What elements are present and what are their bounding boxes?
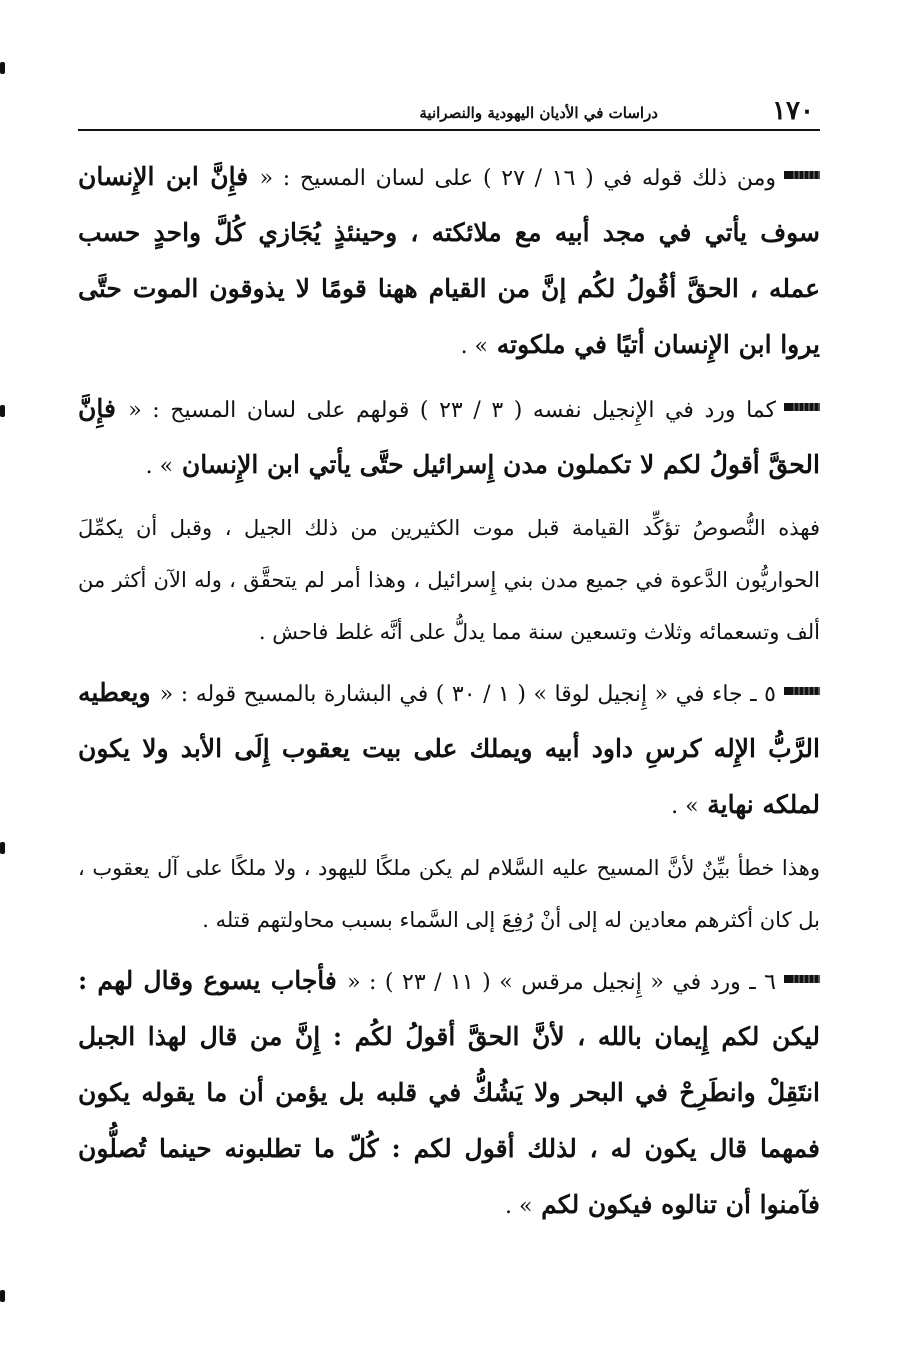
scripture-quote: ويعطيه الرَّبُّ الإِله كرسِ داود أبيه ويملك على بيت يعقوب إِلَى الأبد ولا يكون لملكه نهاية bbox=[78, 678, 820, 819]
header-rule bbox=[78, 129, 820, 131]
scan-edge-mark bbox=[0, 1290, 5, 1302]
paragraph-outro: » . bbox=[504, 1194, 533, 1219]
paragraph-mark-11-23 bbox=[78, 954, 820, 1234]
bullet-ornament-icon bbox=[784, 687, 820, 695]
paragraph-commentary: وهذا خطأ بيِّنٌ لأنَّ المسيح عليه السَّلام لم يكن ملكًا لليهود ، ولا ملكًا على آل يعقوب ، بل كان أكثرهم معادين له إلى أنْ رُفِعَ إلى السَّماء بسبب محاولتهم قتله . bbox=[78, 856, 820, 932]
scripture-quote: فإِنَّ الحقَّ أقولُ لكم لا تكملون مدن إِسرائيل حتَّى يأتي ابن الإِنسان bbox=[78, 394, 820, 479]
page-header bbox=[78, 96, 820, 130]
paragraph-luke-1-30 bbox=[78, 666, 820, 834]
page-body bbox=[78, 150, 820, 1234]
paragraph-intro: كما ورد في الإِنجيل نفسه ( ٣ / ٢٣ ) قولهم على لسان المسيح : « bbox=[128, 398, 776, 423]
running-title: دراسات في الأديان اليهودية والنصرانية bbox=[419, 104, 658, 122]
paragraph-intro: ٦ ـ ورد في « إِنجيل مرقس » ( ١١ / ٢٣ ) : « bbox=[347, 970, 776, 995]
paragraph-outro: » . bbox=[145, 454, 174, 479]
paragraph-matthew-16-27 bbox=[78, 150, 820, 374]
paragraph-outro: » . bbox=[460, 334, 489, 359]
bullet-ornament-icon bbox=[784, 403, 820, 411]
paragraph-intro: ومن ذلك قوله في ( ١٦ / ٢٧ ) على لسان المسيح : « bbox=[259, 166, 776, 191]
bullet-ornament-icon bbox=[784, 171, 820, 179]
paragraph-commentary: فهذه النُّصوصُ تؤكِّد القيامة قبل موت الكثيرين من ذلك الجيل ، وقبل أن يكمِّلَ الحواريُّون الدَّعوة في جميع مدن بني إِسرائيل ، وهذا أمر لم يتحقَّق ، وله الآن أكثر من ألف وتسعمائه وثلاث وتسعين سنة مما يدلُّ على أنَّه غلط فاحش . bbox=[78, 516, 820, 644]
scan-edge-mark bbox=[0, 62, 5, 74]
scan-edge-mark bbox=[0, 405, 5, 417]
paragraph-outro: » . bbox=[671, 794, 699, 819]
scripture-quote: فأجاب يسوع وقال لهم : ليكن لكم إِيمان بالله ، لأنَّ الحقَّ أقولُ لكُم : إِنَّ من قال لهذا الجبل انتَقِلْ وانطَرِحْ في البحر ولا يَشُكُّ في قلبه بل يؤمن أن ما يقوله يكون فمهما قال يكون له ، لذلك أقول لكم : كُلّ ما تطلبونه حينما تُصلُّون فآمنوا أن تنالوه فيكون لكم bbox=[78, 966, 820, 1219]
scan-edge-mark bbox=[0, 842, 5, 854]
scripture-quote: فإِنَّ ابن الإِنسان سوف يأتي في مجد أبيه مع ملائكته ، وحينئذٍ يُجَازي كُلَّ واحدٍ حسب عمله ، الحقَّ أقُولُ لكُم إنَّ من القيام ههنا قومًا لا يذوقون الموت حتَّى يروا ابن الإِنسان أتيًا في ملكوته bbox=[78, 162, 820, 359]
bullet-ornament-icon bbox=[784, 975, 820, 983]
page-number: ١٧٠ bbox=[772, 96, 814, 126]
paragraph-intro: ٥ ـ جاء في « إِنجيل لوقا » ( ١ / ٣٠ ) في البشارة بالمسيح قوله : « bbox=[159, 682, 776, 707]
paragraph-matthew-10-23 bbox=[78, 382, 820, 494]
